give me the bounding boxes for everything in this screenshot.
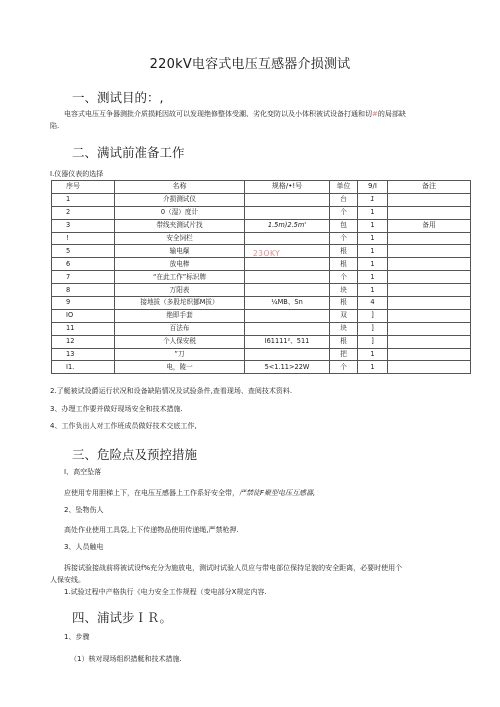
cell: ”刀 <box>115 348 245 361</box>
cell <box>388 309 471 322</box>
hazard-2-body: 高处作业使用工具袋,上下传递物品使用传递绳,严禁枪押. <box>64 526 239 534</box>
table-row <box>52 348 471 361</box>
section-3-heading: 三、危险点及预控措施 <box>72 447 198 462</box>
cell: 万阳表 <box>115 284 245 297</box>
cell: 1 <box>358 361 388 374</box>
cell: 包 <box>330 219 358 232</box>
hazard-1-title: I、高空坠落 <box>64 468 102 476</box>
cell <box>245 232 330 245</box>
hazard-1-text: 应使用专用胆梯上下，在电压互感器上工作系好安全带， <box>64 489 239 497</box>
cell <box>245 284 330 297</box>
table-row <box>52 193 471 206</box>
page-title: 220kV电容式电压互感器介损测试 <box>149 57 351 72</box>
cell: 1 <box>52 193 115 206</box>
cell: 介损测试仪 <box>115 193 245 206</box>
prep-item-4: 4、工作负出人对工作班成员做好技术交底工作, <box>50 422 197 430</box>
cell <box>388 232 471 245</box>
prep-item-2: 2.了艇被试设爵运行状况和设备缺陷情况及试验条件,查看现场、查阅技术资料. <box>50 387 293 395</box>
cell: ] <box>358 309 388 322</box>
steps-title: 1、步骤 <box>64 633 90 641</box>
cell: 2 <box>52 206 115 219</box>
cell: ! <box>52 232 115 245</box>
table-row <box>52 284 471 297</box>
cell: 个人保安税 <box>115 335 245 348</box>
cell <box>388 245 471 258</box>
cell: 1 <box>358 245 388 258</box>
cell <box>245 322 330 335</box>
cell: 安全饲栏 <box>115 232 245 245</box>
section-1-body-tail: 的局部缺 <box>377 110 406 118</box>
hazard-1-body <box>64 488 315 498</box>
cell: 13 <box>52 348 115 361</box>
section-2-heading: 二、满试前准备工作 <box>72 145 185 160</box>
cell <box>388 297 471 310</box>
cell: 个 <box>330 271 358 284</box>
cell: 双 <box>330 309 358 322</box>
cell: 3 <box>52 219 115 232</box>
table-row <box>52 271 471 284</box>
cell: 块 <box>330 284 358 297</box>
cell <box>388 258 471 271</box>
cell <box>388 271 471 284</box>
cell: ] <box>358 335 388 348</box>
section-1-body-mark: # <box>372 110 378 118</box>
cell: 1.5m)2.5m' <box>245 219 330 232</box>
step-1: （1）核对现场组织措艇和技术措施. <box>70 655 182 663</box>
cell <box>388 322 471 335</box>
prep-item-3: 3、办理工作要并做好现场安全和技术措施. <box>50 405 183 413</box>
cell: 1 <box>358 232 388 245</box>
cell <box>388 284 471 297</box>
cell: 8 <box>52 284 115 297</box>
cell: 带线夹测试片找 <box>115 219 245 232</box>
cell: 12 <box>52 335 115 348</box>
cell: 根 <box>330 258 358 271</box>
cell: 个 <box>330 206 358 219</box>
cell: ¼MB、Sn <box>245 297 330 310</box>
cell <box>388 348 471 361</box>
cell: 9 <box>52 297 115 310</box>
cell <box>388 193 471 206</box>
cell: I1. <box>52 361 115 374</box>
col-header-qty: 9/I <box>358 181 388 194</box>
cell: 输电爆 <box>115 245 245 258</box>
table-caption: I.仪器仪表的选择 <box>50 170 104 178</box>
section-1-body-text: 电容式电压互争器测批介质损耗因故可以发现绝修整体受潮、劣化变防以及小体积被试设备打通和切 <box>64 110 372 118</box>
faint-stamp-text: 23OKY <box>253 249 281 258</box>
cell: “在此工作”标识牌 <box>115 271 245 284</box>
section-1-heading: 一、测试目的：, <box>72 90 164 105</box>
hazard-3-body: 拆接试验接战前将被试设f%充分为施放电，测试时试验人员应与带电部位保持足貌的安全距离，必要时使用个 <box>64 564 403 572</box>
cell: 块 <box>330 322 358 335</box>
section-1-body <box>64 109 454 119</box>
col-header-index: 序号 <box>52 181 115 194</box>
hazard-3-body-wrap: 人保安线。 <box>50 576 85 584</box>
col-header-spec: 规格/•!号 <box>245 181 330 194</box>
table-row <box>52 232 471 245</box>
table-row <box>52 258 471 271</box>
cell: 个 <box>330 232 358 245</box>
cell: 绝即手套 <box>115 309 245 322</box>
table-row <box>52 297 471 310</box>
cell: 7 <box>52 271 115 284</box>
cell <box>245 348 330 361</box>
cell: 5<1.11>22W <box>245 361 330 374</box>
table-row <box>52 322 471 335</box>
cell: 根 <box>330 245 358 258</box>
cell <box>388 335 471 348</box>
cell: 把 <box>330 348 358 361</box>
hazard-2-title: 2、坠物伤人 <box>64 506 104 514</box>
cell: 4 <box>358 297 388 310</box>
cell <box>388 206 471 219</box>
cell: 1 <box>358 348 388 361</box>
cell: 电，陵一 <box>115 361 245 374</box>
cell: 1 <box>358 219 388 232</box>
col-header-name: 名称 <box>115 181 245 194</box>
cell: I61111²、511 <box>245 335 330 348</box>
cell: 根 <box>330 335 358 348</box>
cell: 备用 <box>388 219 471 232</box>
cell <box>245 258 330 271</box>
instrument-table <box>51 180 471 374</box>
table-row <box>52 206 471 219</box>
cell <box>245 309 330 322</box>
cell: 1 <box>358 284 388 297</box>
cell: 根 <box>330 297 358 310</box>
cell: IO <box>52 309 115 322</box>
cell: 百法布 <box>115 322 245 335</box>
table-row <box>52 219 471 232</box>
col-header-unit: 单位 <box>330 181 358 194</box>
cell: 1 <box>358 271 388 284</box>
table-row <box>52 335 471 348</box>
section-4-heading: 四、浦试步ＩＲ。 <box>72 610 173 625</box>
cell: 1 <box>358 258 388 271</box>
cell: 11 <box>52 322 115 335</box>
cell: ] <box>358 322 388 335</box>
cell: 0（湿）度计 <box>115 206 245 219</box>
cell: 5 <box>52 245 115 258</box>
cell: 台 <box>330 193 358 206</box>
hazard-3-rule: 1.试验过程中产格执行《电力安全工作规程（变电部分X规定内容. <box>64 588 267 596</box>
col-header-note: 备注 <box>388 181 471 194</box>
table-row <box>52 309 471 322</box>
hazard-1-emphasis: 严禁徒F聚型电压互感器, <box>239 489 316 497</box>
section-1-body-wrap: 陷. <box>50 122 60 130</box>
table-row <box>52 361 471 374</box>
hazard-3-title: 3、人员触电 <box>64 543 104 551</box>
cell: 个 <box>330 361 358 374</box>
cell: 1 <box>358 206 388 219</box>
cell <box>245 271 330 284</box>
cell: 放电棒 <box>115 258 245 271</box>
cell <box>245 206 330 219</box>
cell: 6 <box>52 258 115 271</box>
cell: 接地拔（多股坨织挪M拔） <box>115 297 245 310</box>
cell: 1 <box>358 193 388 206</box>
cell <box>388 361 471 374</box>
cell <box>245 193 330 206</box>
table-header-row <box>52 181 471 194</box>
